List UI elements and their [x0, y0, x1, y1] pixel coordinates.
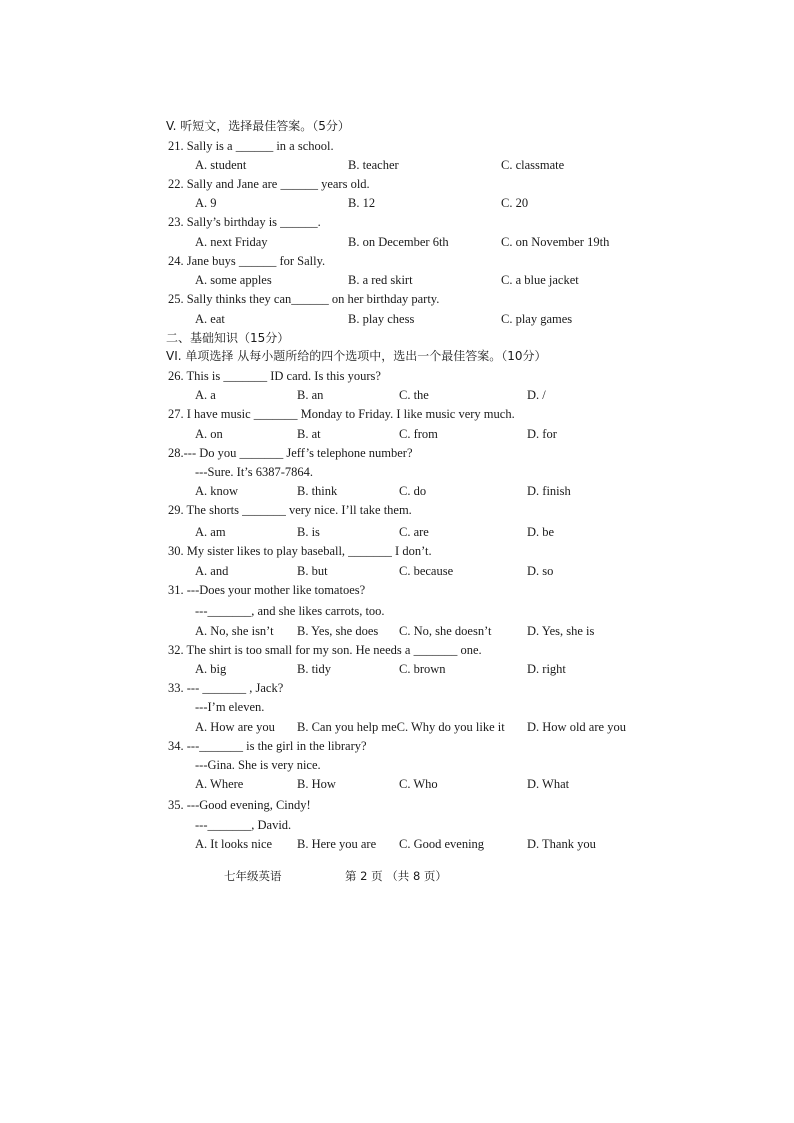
- question-25-option-b: B. play chess: [348, 312, 415, 326]
- question-29-option-b: B. is: [297, 525, 320, 539]
- question-35-stem: 35. ---Good evening, Cindy!: [168, 798, 311, 812]
- question-22-stem: 22. Sally and Jane are ______ years old.: [168, 177, 370, 191]
- question-26-stem: 26. This is _______ ID card. Is this yours?: [168, 369, 381, 383]
- question-35-option-c: C. Good evening: [399, 837, 485, 851]
- question-33-option-d: D. How old are you: [527, 720, 626, 734]
- question-35-option-d: D. Thank you: [527, 837, 596, 851]
- footer-subject: 七年级英语: [224, 869, 282, 883]
- question-21-option-b: B. teacher: [348, 158, 399, 172]
- question-27-option-d: D. for: [527, 427, 557, 441]
- question-29-option-d: D. be: [527, 525, 555, 539]
- question-31-reply: ---_______, and she likes carrots, too.: [195, 604, 385, 618]
- question-32-option-c: C. brown: [399, 662, 446, 676]
- question-34-option-a: A. Where: [195, 777, 244, 791]
- question-28-option-d: D. finish: [527, 484, 571, 498]
- question-30-option-b: B. but: [297, 564, 328, 578]
- question-22-option-c: C. 20: [501, 196, 529, 210]
- question-33-reply: ---I’m eleven.: [195, 700, 265, 714]
- question-23-stem: 23. Sally’s birthday is ______.: [168, 215, 321, 229]
- question-28-reply: ---Sure. It’s 6387-7864.: [195, 465, 314, 479]
- question-30-option-a: A. and: [195, 564, 229, 578]
- question-27-stem: 27. I have music _______ Monday to Friday. I like music very much.: [168, 407, 515, 421]
- question-25-stem: 25. Sally thinks they can______ on her birthday party.: [168, 292, 440, 306]
- question-22-option-a: A. 9: [195, 196, 217, 210]
- question-33-stem: 33. --- _______ , Jack?: [168, 681, 284, 695]
- question-31-stem: 31. ---Does your mother like tomatoes?: [168, 583, 366, 597]
- question-35-reply: ---_______, David.: [195, 818, 292, 832]
- question-31-option-a: A. No, she isn’t: [195, 624, 274, 638]
- question-35-option-a: A. It looks nice: [195, 837, 273, 851]
- part-two-heading: 二、基础知识（15分）: [166, 331, 290, 345]
- question-32-option-a: A. big: [195, 662, 227, 676]
- question-32-option-b: B. tidy: [297, 662, 332, 676]
- question-34-option-b: B. How: [297, 777, 336, 791]
- question-29-option-c: C. are: [399, 525, 429, 539]
- question-29-option-a: A. am: [195, 525, 226, 539]
- question-34-reply: ---Gina. She is very nice.: [195, 758, 321, 772]
- question-30-option-d: D. so: [527, 564, 554, 578]
- question-31-option-b: B. Yes, she does: [297, 624, 379, 638]
- question-24-stem: 24. Jane buys ______ for Sally.: [168, 254, 326, 268]
- question-33-option-a: A. How are you: [195, 720, 275, 734]
- question-33-option-b: B. Can you help meC. Why do you like it: [297, 720, 505, 734]
- question-30-stem: 30. My sister likes to play baseball, _______ I don’t.: [168, 544, 432, 558]
- question-34-option-c: C. Who: [399, 777, 438, 791]
- question-32-stem: 32. The shirt is too small for my son. He needs a _______ one.: [168, 643, 482, 657]
- question-25-option-c: C. play games: [501, 312, 573, 326]
- question-31-option-d: D. Yes, she is: [527, 624, 595, 638]
- question-32-option-d: D. right: [527, 662, 566, 676]
- question-26-option-b: B. an: [297, 388, 324, 402]
- section-vi-heading: VI. 单项选择 从每小题所给的四个选项中，选出一个最佳答案。（10分）: [166, 349, 547, 363]
- question-24-option-c: C. a blue jacket: [501, 273, 579, 287]
- question-31-option-c: C. No, she doesn’t: [399, 624, 492, 638]
- question-21-option-c: C. classmate: [501, 158, 565, 172]
- question-21-option-a: A. student: [195, 158, 247, 172]
- question-28-stem: 28.--- Do you _______ Jeff’s telephone number?: [168, 446, 413, 460]
- question-28-option-b: B. think: [297, 484, 338, 498]
- question-23-option-c: C. on November 19th: [501, 235, 610, 249]
- section-v-heading: V. 听短文，选择最佳答案。（5分）: [166, 119, 350, 133]
- question-34-stem: 34. ---_______ is the girl in the library?: [168, 739, 367, 753]
- footer-page-number: 第 2 页 （共 8 页）: [345, 869, 447, 883]
- question-21-stem: 21. Sally is a ______ in a school.: [168, 139, 334, 153]
- question-27-option-c: C. from: [399, 427, 438, 441]
- question-29-stem: 29. The shorts _______ very nice. I’ll take them.: [168, 503, 412, 517]
- question-23-option-a: A. next Friday: [195, 235, 268, 249]
- question-30-option-c: C. because: [399, 564, 454, 578]
- question-26-option-d: D. /: [527, 388, 546, 402]
- question-26-option-a: A. a: [195, 388, 216, 402]
- question-34-option-d: D. What: [527, 777, 570, 791]
- question-24-option-b: B. a red skirt: [348, 273, 413, 287]
- question-27-option-b: B. at: [297, 427, 321, 441]
- question-26-option-c: C. the: [399, 388, 429, 402]
- question-35-option-b: B. Here you are: [297, 837, 377, 851]
- question-24-option-a: A. some apples: [195, 273, 272, 287]
- question-23-option-b: B. on December 6th: [348, 235, 449, 249]
- question-28-option-c: C. do: [399, 484, 427, 498]
- question-27-option-a: A. on: [195, 427, 223, 441]
- question-28-option-a: A. know: [195, 484, 239, 498]
- question-25-option-a: A. eat: [195, 312, 225, 326]
- question-22-option-b: B. 12: [348, 196, 376, 210]
